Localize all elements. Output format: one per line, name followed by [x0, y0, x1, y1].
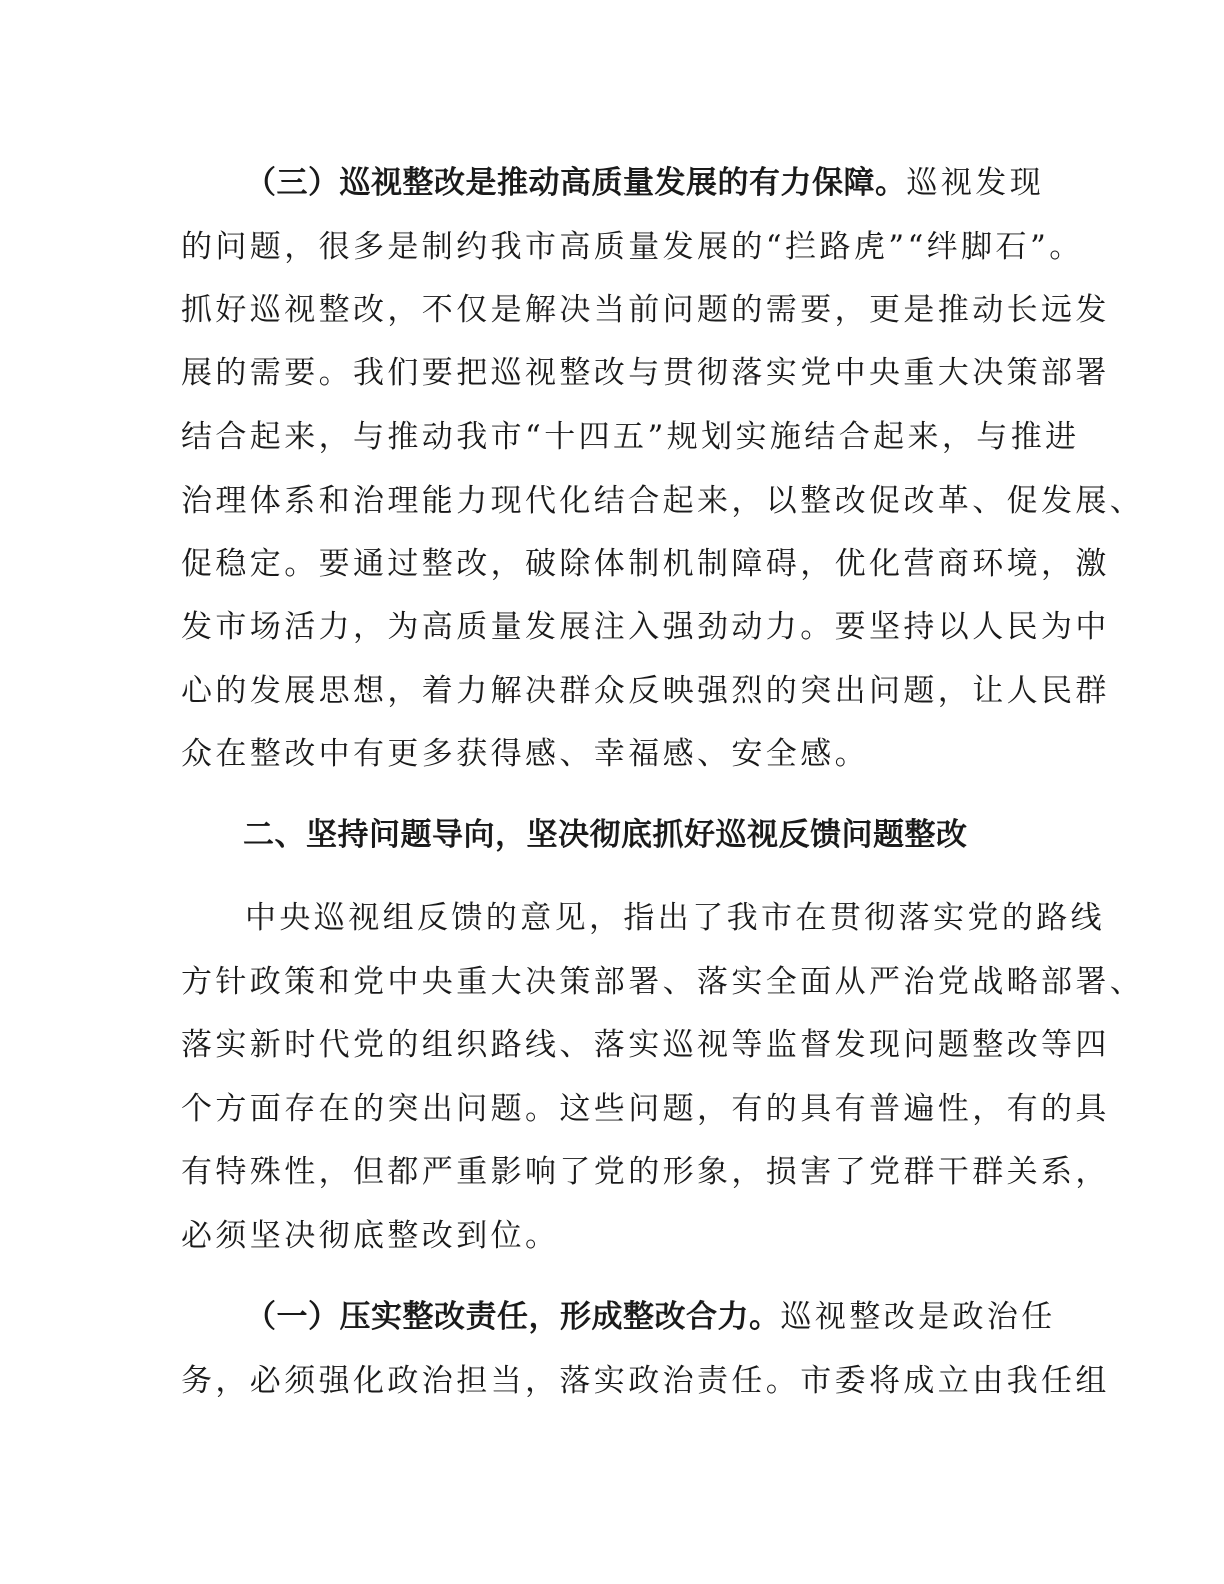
paragraph-1-heading: （一）压实整改责任，形成整改合力。 — [245, 1299, 781, 1335]
intro-paragraph-line: 落实新时代党的组织路线、落实巡视等监督发现问题整改等四 — [181, 1027, 1110, 1063]
paragraph-3-line: 展的需要。我们要把巡视整改与贯彻落实党中央重大决策部署 — [181, 355, 1110, 391]
paragraph-3-line: 促稳定。要通过整改，破除体制机制障碍，优化营商环境，激 — [181, 546, 1110, 582]
intro-paragraph-line: 有特殊性，但都严重影响了党的形象，损害了党群干群关系， — [181, 1154, 1110, 1190]
paragraph-3-line: 抓好巡视整改，不仅是解决当前问题的需要，更是推动长远发 — [181, 292, 1110, 328]
intro-paragraph-line: 必须坚决彻底整改到位。 — [181, 1218, 560, 1254]
paragraph-3-line: 众在整改中有更多获得感、幸福感、安全感。 — [181, 736, 869, 772]
paragraph-1-line: 务，必须强化政治担当，落实政治责任。市委将成立由我任组 — [181, 1363, 1110, 1399]
paragraph-3-line: 治理体系和治理能力现代化结合起来，以整改促改革、促发展、 — [181, 483, 1145, 519]
paragraph-3-line: 结合起来，与推动我市“十四五”规划实施结合起来，与推进 — [181, 419, 1080, 455]
paragraph-3-line: 的问题，很多是制约我市高质量发展的“拦路虎”“绊脚石”。 — [181, 229, 1084, 265]
paragraph-1-first-line — [245, 1297, 1125, 1337]
paragraph-3-first-line — [245, 163, 1125, 203]
intro-paragraph-line: 方针政策和党中央重大决策部署、落实全面从严治党战略部署、 — [181, 964, 1145, 1000]
paragraph-1-first-line-rest: 巡视整改是政治任 — [780, 1299, 1056, 1335]
section-2-title: 二、坚持问题导向，坚决彻底抓好巡视反馈问题整改 — [243, 817, 968, 853]
paragraph-3-first-line-rest: 巡视发现 — [906, 165, 1045, 201]
paragraph-3-line: 心的发展思想，着力解决群众反映强烈的突出问题，让人民群 — [181, 673, 1110, 709]
intro-paragraph-line: 个方面存在的突出问题。这些问题，有的具有普遍性，有的具 — [181, 1091, 1110, 1127]
intro-paragraph-line: 中央巡视组反馈的意见，指出了我市在贯彻落实党的路线 — [245, 900, 1105, 936]
paragraph-3-line: 发市场活力，为高质量发展注入强劲动力。要坚持以人民为中 — [181, 609, 1110, 645]
paragraph-3-heading: （三）巡视整改是推动高质量发展的有力保障。 — [245, 165, 907, 201]
